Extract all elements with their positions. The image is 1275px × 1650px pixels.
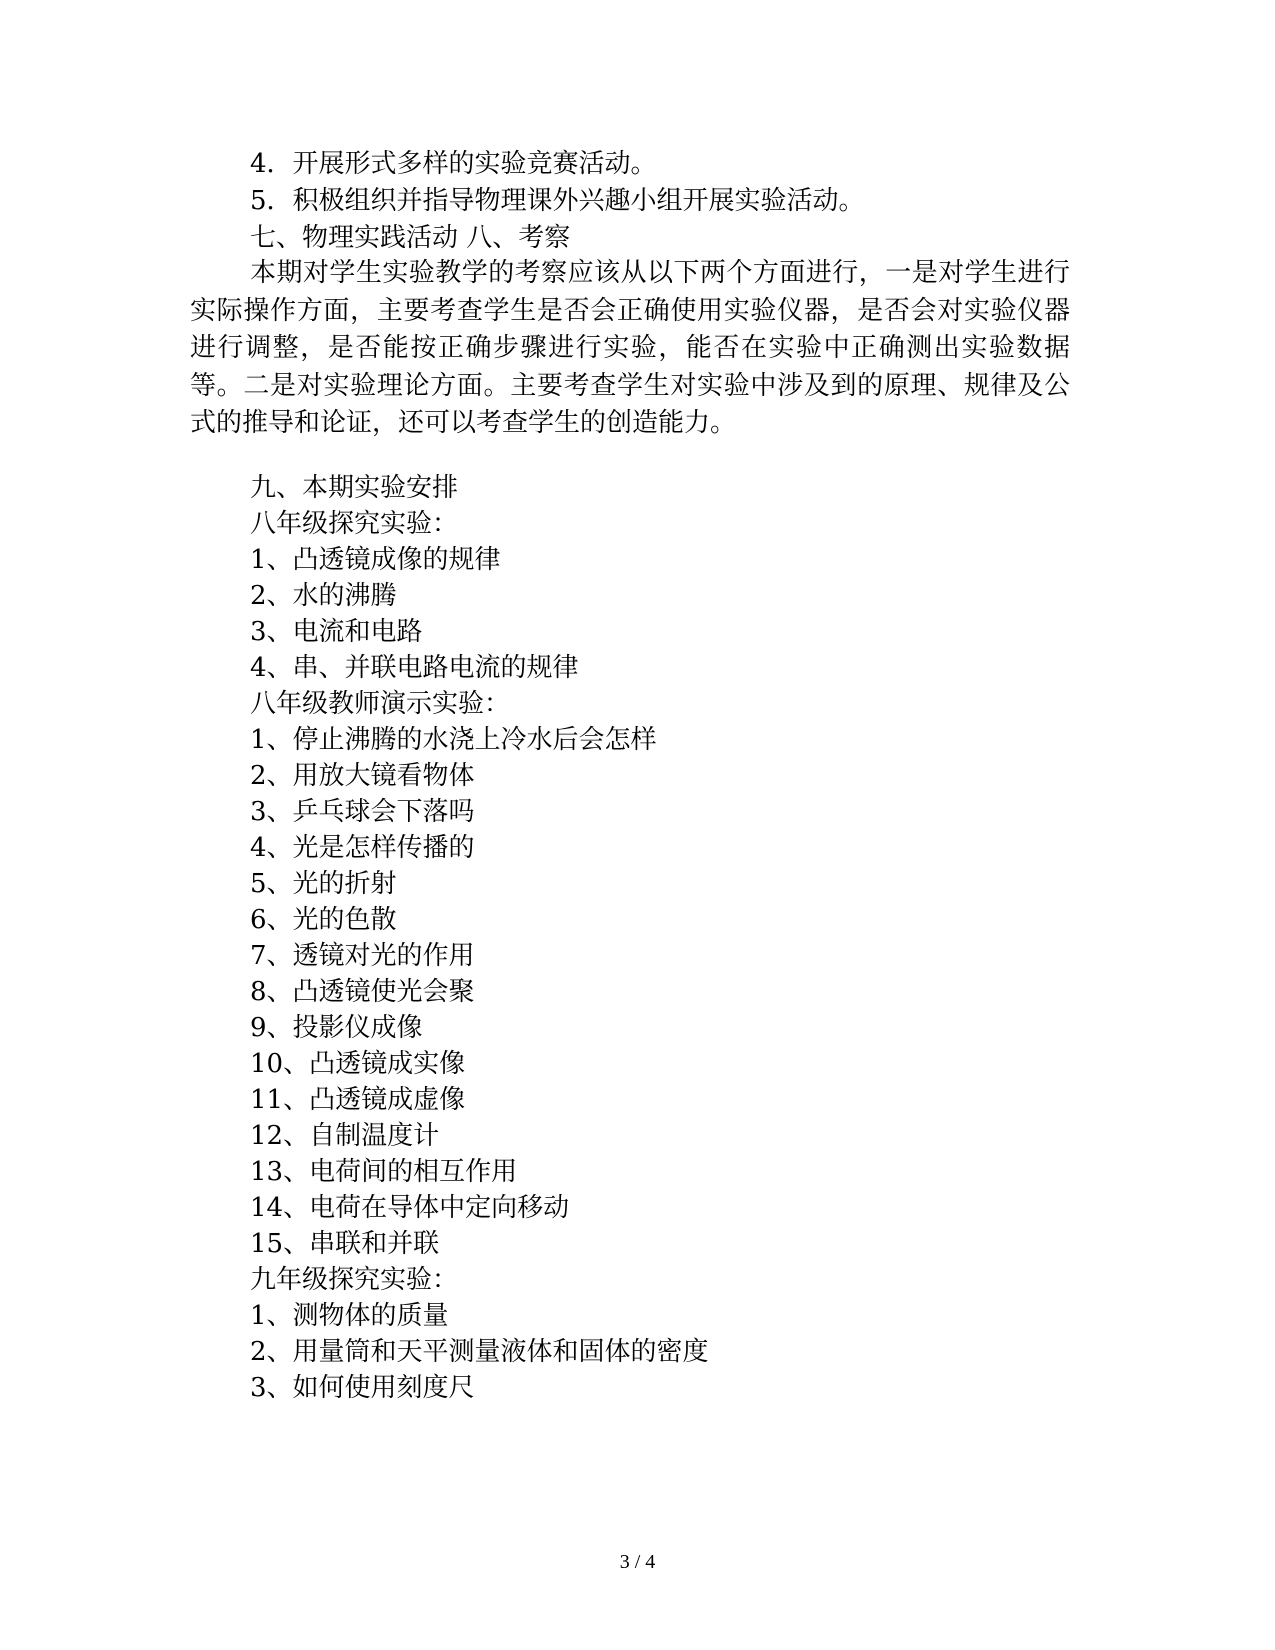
list-item: 2、用放大镜看物体 — [250, 761, 475, 791]
list-item: 8、凸透镜使光会聚 — [250, 977, 475, 1007]
list-item: 9、投影仪成像 — [250, 1013, 423, 1043]
section-title: 九、本期实验安排 — [250, 473, 459, 503]
list-item: 5．积极组织并指导物理课外兴趣小组开展实验活动。 — [250, 186, 865, 216]
list-item: 3、乒乓球会下落吗 — [250, 797, 475, 827]
list-item: 2、用量筒和天平测量液体和固体的密度 — [250, 1337, 709, 1367]
grade9-inquiry-heading: 九年级探究实验： — [250, 1265, 459, 1295]
list-item: 3、如何使用刻度尺 — [250, 1373, 475, 1403]
grade8-demo-heading: 八年级教师演示实验： — [250, 689, 511, 719]
list-item: 4、光是怎样传播的 — [250, 833, 475, 863]
list-item: 7、透镜对光的作用 — [250, 941, 475, 971]
grade8-inquiry-heading: 八年级探究实验： — [250, 509, 459, 539]
list-item: 14、电荷在导体中定向移动 — [250, 1193, 570, 1223]
list-item: 4、串、并联电路电流的规律 — [250, 653, 579, 683]
list-item: 5、光的折射 — [250, 869, 397, 899]
list-item: 1、测物体的质量 — [250, 1301, 449, 1331]
list-item: 12、自制温度计 — [250, 1121, 440, 1151]
exam-paragraph: 本期对学生实验教学的考察应该从以下两个方面进行，一是对学生进行实际操作方面，主要考查学生是否会正确使用实验仪器，是否会对实验仪器进行调整，是否能按正确步骤进行实验，能否在实验中正确测出实验数据等。二是对实验理论方面。主要考查学生对实验中涉及到的原理、规律及公式的推导和论证，还可以考查学生的创造能力。 — [190, 258, 1070, 439]
list-item: 2、水的沸腾 — [250, 581, 397, 611]
list-item: 13、电荷间的相互作用 — [250, 1157, 518, 1187]
section-heading: 七、物理实践活动 八、考察 — [250, 223, 571, 253]
list-item: 6、光的色散 — [250, 905, 397, 935]
list-item: 11、凸透镜成虚像 — [250, 1085, 466, 1115]
list-item: 3、电流和电路 — [250, 617, 423, 647]
list-item: 4．开展形式多样的实验竞赛活动。 — [250, 149, 657, 179]
list-item: 10、凸透镜成实像 — [250, 1049, 466, 1079]
page-number: 3 / 4 — [619, 1551, 656, 1573]
list-item: 1、凸透镜成像的规律 — [250, 545, 501, 575]
list-item: 15、串联和并联 — [250, 1229, 440, 1259]
list-item: 1、停止沸腾的水浇上冷水后会怎样 — [250, 725, 657, 755]
